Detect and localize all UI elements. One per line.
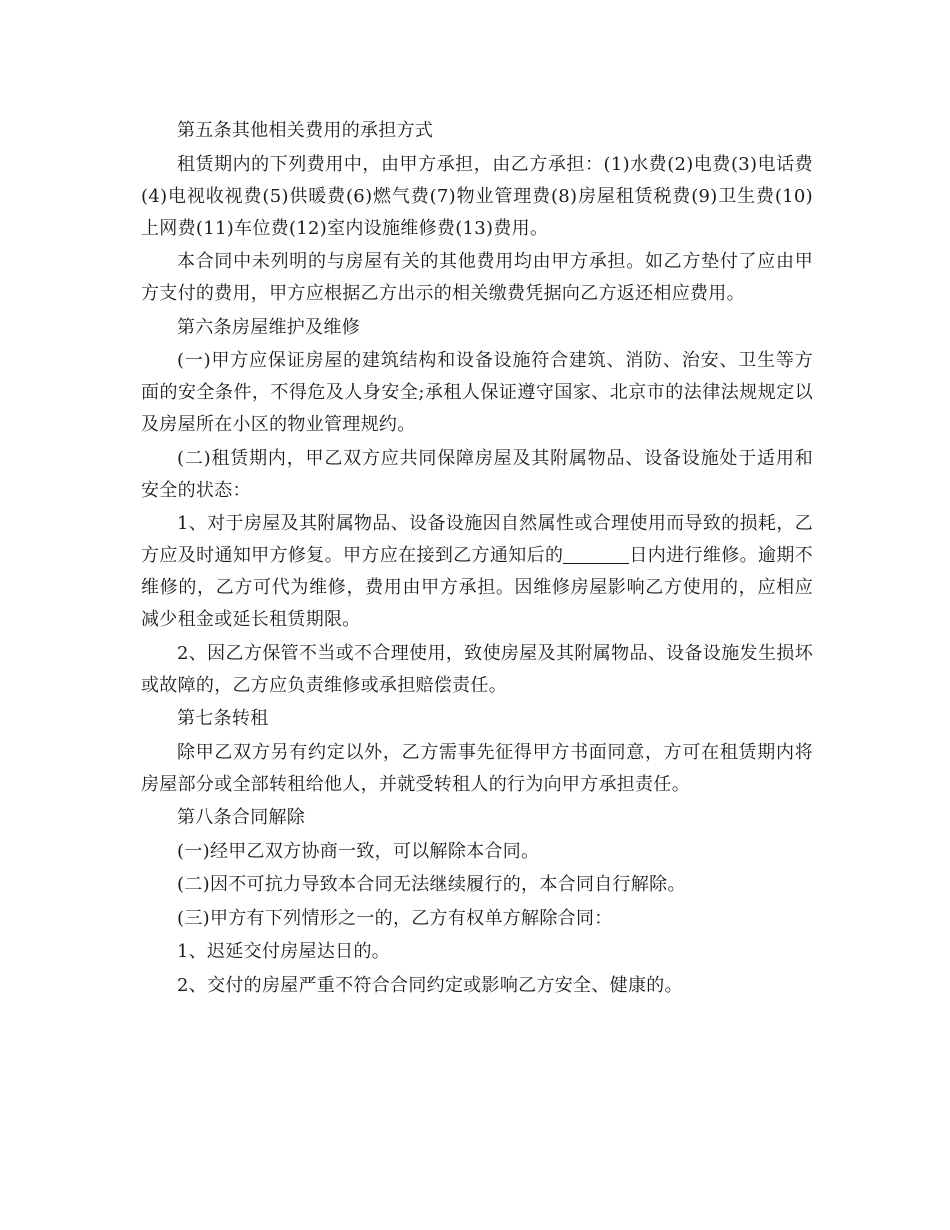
article-8-clause-1: (一)经甲乙双方协商一致，可以解除本合同。 <box>177 840 540 862</box>
article-6-title: 第六条房屋维护及维修 <box>177 316 360 338</box>
fill-in-blank <box>563 545 629 564</box>
article-8-item-1: 1、迟延交付房屋达日的。 <box>177 941 391 962</box>
article-8-clause-2: (二)因不可抗力导致本合同无法继续履行的，本合同自行解除。 <box>177 874 686 895</box>
article-6-clause-2: (二)租赁期内，甲乙双方应共同保障房屋及其附属物品、设备设施处于适用和安全的状态： <box>141 447 813 501</box>
article-8-clause-3: (三)甲方有下列情形之一的，乙方有权单方解除合同： <box>177 907 613 929</box>
article-5-other-fees: 本合同中未列明的与房屋有关的其他费用均由甲方承担。如乙方垫付了应由甲方支付的费用，甲方应根据乙方出示的相关缴费凭据向乙方返还相应费用。 <box>141 251 813 304</box>
article-5-fees-list: 租赁期内的下列费用中，由甲方承担，由乙方承担：(1)水费(2)电费(3)电话费(4)电视收视费(5)供暖费(6)燃气费(7)物业管理费(8)房屋租赁税费(9)卫生费(10)上网费(11)车位费(12)室内设施维修费(13)费用。 <box>141 153 813 239</box>
article-6-item-1-part-b: 日内进行维修。逾期不维修的，乙方可代为维修，费用由甲方承担。因维修房屋影响乙方使用的，应相应减少租金或延长租赁期限。 <box>141 545 813 630</box>
article-6-clause-1: (一)甲方应保证房屋的建筑结构和设备设施符合建筑、消防、治安、卫生等方面的安全条件，不得危及人身安全;承租人保证遵守国家、北京市的法律法规规定以及房屋所在小区的物业管理规约。 <box>141 350 813 435</box>
document-body <box>141 115 813 1003</box>
article-6-item-1-part-a: 1、对于房屋及其附属物品、设备设施因自然属性或合理使用而导致的损耗，乙方应及时通知甲方修复。甲方应在接到乙方通知后的 <box>141 513 813 566</box>
article-6-item-1 <box>141 508 813 636</box>
article-7-title: 第七条转租 <box>177 708 269 729</box>
article-7-sublet-clause: 除甲乙双方另有约定以外，乙方需事先征得甲方书面同意，方可在租赁期内将房屋部分或全部转租给他人，并就受转租人的行为向甲方承担责任。 <box>141 741 813 795</box>
article-8-title: 第八条合同解除 <box>177 807 306 828</box>
article-8-item-2: 2、交付的房屋严重不符合合同约定或影响乙方安全、健康的。 <box>177 974 683 996</box>
article-5-title: 第五条其他相关费用的承担方式 <box>177 120 434 141</box>
article-6-item-2: 2、因乙方保管不当或不合理使用，致使房屋及其附属物品、设备设施发生损坏或故障的，乙方应负责维修或承担赔偿责任。 <box>141 642 813 696</box>
